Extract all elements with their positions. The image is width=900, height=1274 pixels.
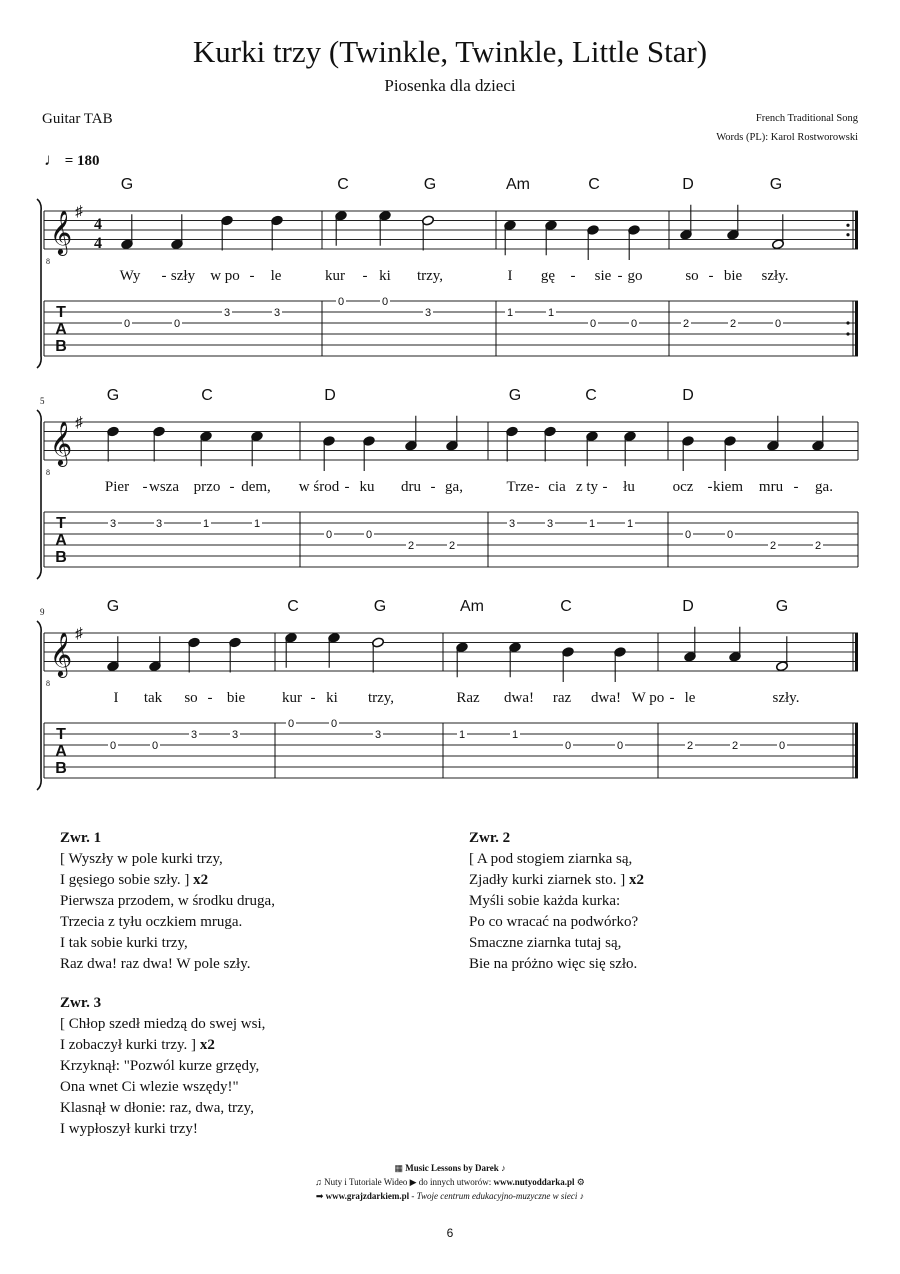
lyric-syllable: w po [210, 268, 240, 284]
treble-clef-icon: 𝄞 [49, 212, 73, 254]
tab-clef: B [55, 760, 67, 777]
chord-symbol: C [201, 387, 213, 404]
end-bar-thick [855, 723, 858, 778]
footer-tagline: - Twoje centrum edukacyjno-muzyczne w sieci [411, 1191, 578, 1201]
lyric-syllable: łu [623, 479, 635, 495]
footer-link-nuty[interactable]: www.nutyoddarka.pl [493, 1177, 575, 1187]
tab-fret-number: 3 [155, 518, 163, 530]
verse-1 [60, 828, 275, 975]
verse-line: Bie na próżno więc się szło. [469, 956, 638, 972]
chord-symbol: Am [460, 598, 484, 615]
sheet-icon: ▦ [394, 1163, 403, 1173]
chord-symbol: G [106, 598, 120, 615]
verse-line: Po co wracać na podwórko? [469, 914, 639, 930]
chord-symbol: G [373, 598, 387, 615]
tab-fret-number: 0 [151, 740, 159, 752]
tab-fret-number: 0 [381, 296, 389, 308]
tab-fret-number: 1 [253, 518, 261, 530]
credit-music: French Traditional Song [755, 113, 858, 124]
end-bar-thick [855, 301, 858, 356]
lyric-syllable: Trze [506, 479, 534, 495]
verse-line: [ Wyszły w pole kurki trzy, [60, 851, 223, 867]
lyric-syllable: - [707, 479, 713, 495]
tab-fret-number: 0 [778, 740, 786, 752]
tab-fret-number: 0 [684, 529, 692, 541]
lyric-syllable: kur [325, 268, 345, 284]
lyric-syllable: - [669, 690, 675, 706]
verse-line: Zjadły kurki ziarnek sto. ] x2 [469, 872, 644, 888]
tab-clef: T [56, 304, 66, 321]
lyric-syllable: - [602, 479, 608, 495]
lyric-syllable: - [249, 268, 255, 284]
tab-fret-number: 2 [686, 740, 694, 752]
measure-number: 9 [40, 607, 45, 617]
lyric-syllable: le [684, 690, 696, 706]
lyric-syllable: Wy [119, 268, 141, 284]
treble-clef-icon: 𝄞 [49, 634, 73, 676]
chord-symbol: G [775, 598, 789, 615]
tab-clef: T [56, 726, 66, 743]
lyric-syllable: mru [758, 479, 784, 495]
lyric-syllable: bie [723, 268, 743, 284]
chord-symbol: G [508, 387, 522, 404]
footer [0, 1161, 900, 1203]
lyric-syllable: kur [282, 690, 302, 706]
tab-fret-number: 0 [564, 740, 572, 752]
tab-fret-number: 0 [365, 529, 373, 541]
tab-fret-number: 3 [546, 518, 554, 530]
treble-clef-icon: 𝄞 [49, 423, 73, 465]
gear-icon: ⚙ [576, 1177, 585, 1187]
lyric-syllable: cia [548, 479, 566, 495]
tab-fret-number: 3 [190, 729, 198, 741]
lyric-syllable: W po [631, 690, 665, 706]
verse-2 [469, 828, 644, 975]
tab-fret-number: 1 [626, 518, 634, 530]
quarter-note-icon: ♩ [44, 150, 61, 169]
lyric-syllable: - [617, 268, 623, 284]
lyric-syllable: - [708, 268, 714, 284]
tab-fret-number: 0 [330, 718, 338, 730]
tab-fret-number: 2 [729, 318, 737, 330]
end-bar-thick [855, 633, 858, 671]
tab-fret-number: 2 [682, 318, 690, 330]
verse-line: I wypłoszył kurki trzy! [60, 1121, 198, 1137]
lyric-syllable: dwa! [504, 690, 534, 706]
end-bar-thick [855, 211, 858, 249]
tab-fret-number: 1 [506, 307, 514, 319]
lyric-syllable: dru [401, 479, 421, 495]
tab-fret-number: 3 [223, 307, 231, 319]
tab-fret-number: 0 [589, 318, 597, 330]
key-sharp-icon: ♯ [75, 626, 83, 642]
lyric-syllable: - [207, 690, 213, 706]
tab-fret-number: 0 [173, 318, 181, 330]
lyric-syllable: z ty [575, 479, 599, 495]
tab-fret-number: 1 [588, 518, 596, 530]
footer-link-graj[interactable]: www.grajzdarkiem.pl [325, 1191, 410, 1201]
tab-fret-number: 1 [202, 518, 210, 530]
guitar-icon: ♪ [579, 1191, 585, 1201]
measure-number: 5 [40, 396, 45, 406]
lyric-syllable: - [344, 479, 350, 495]
lyric-syllable: - [310, 690, 316, 706]
lyric-syllable: ki [326, 690, 338, 706]
lyric-syllable: przo [193, 479, 221, 495]
repeat-dot [846, 224, 849, 227]
tab-fret-number: 0 [325, 529, 333, 541]
music-note-icon: ♪ [501, 1163, 506, 1173]
lyric-syllable: gę [540, 268, 556, 284]
verse-line: Klasnął w dłonie: raz, dwa, trzy, [60, 1100, 254, 1116]
system-bracket [37, 621, 41, 790]
clef-octave-mark: 8 [46, 257, 50, 266]
lyric-syllable: tak [143, 690, 163, 706]
tab-fret-number: 3 [374, 729, 382, 741]
verse-line: Smaczne ziarnka tutaj są, [469, 935, 622, 951]
tab-fret-number: 3 [231, 729, 239, 741]
chord-symbol: G [106, 387, 120, 404]
chord-symbol: C [287, 598, 299, 615]
lyric-syllable: szły. [761, 268, 789, 284]
credit-words: Words (PL): Karol Rostworowski [716, 132, 858, 143]
tab-fret-number: 2 [407, 540, 415, 552]
page-title: Kurki trzy (Twinkle, Twinkle, Little Star) [192, 34, 708, 69]
page-number: 6 [446, 1226, 454, 1240]
chord-symbol: C [560, 598, 572, 615]
verse-line: Trzecia z tyłu oczkiem mruga. [60, 914, 243, 930]
tab-fret-number: 3 [273, 307, 281, 319]
clef-octave-mark: 8 [46, 468, 50, 477]
lyric-syllable: le [270, 268, 282, 284]
system-bracket [37, 410, 41, 579]
lyric-syllable: - [534, 479, 540, 495]
lyric-syllable: I [507, 268, 513, 284]
video-icon: ▶ [409, 1177, 417, 1187]
lyric-syllable: dwa! [591, 690, 621, 706]
tab-fret-number: 0 [287, 718, 295, 730]
arrow-icon: ➡ [315, 1191, 324, 1201]
lyric-syllable: ku [359, 479, 375, 495]
tab-fret-number: 0 [774, 318, 782, 330]
lyric-syllable: bie [226, 690, 246, 706]
verse-3 [60, 993, 265, 1140]
tab-fret-number: 1 [458, 729, 466, 741]
tab-fret-number: 3 [424, 307, 432, 319]
lyric-syllable: ga, [445, 479, 463, 495]
key-sharp-icon: ♯ [75, 415, 83, 431]
system-bracket [37, 199, 41, 368]
chord-symbol: D [682, 176, 694, 193]
tab-clef: B [55, 338, 67, 355]
lyric-syllable: go [627, 268, 643, 284]
verse-line: I gęsiego sobie szły. ] x2 [60, 872, 209, 888]
lyric-syllable: ocz [672, 479, 694, 495]
verse-line: [ A pod stogiem ziarnka są, [469, 851, 633, 867]
tab-fret-number: 1 [547, 307, 555, 319]
verse-line: Raz dwa! raz dwa! W pole szły. [60, 956, 251, 972]
tab-fret-number: 2 [769, 540, 777, 552]
lyric-syllable: ga. [815, 479, 833, 495]
verse-line: Pierwsza przodem, w środku druga, [60, 893, 275, 909]
tab-fret-number: 3 [508, 518, 516, 530]
verse-heading: Zwr. 3 [60, 995, 102, 1011]
tab-fret-number: 2 [814, 540, 822, 552]
chord-symbol: C [337, 176, 349, 193]
lyric-syllable: raz [552, 690, 572, 706]
chord-symbol: Am [506, 176, 530, 193]
verse-line: [ Chłop szedł miedzą do swej wsi, [60, 1016, 266, 1032]
tab-clef: T [56, 515, 66, 532]
repeat-dot [846, 321, 849, 324]
lyric-syllable: so [184, 690, 198, 706]
clef-octave-mark: 8 [46, 679, 50, 688]
verse-line: Ona wnet Ci wlezie wszędy!" [60, 1079, 239, 1095]
chord-symbol: D [682, 598, 694, 615]
tab-fret-number: 0 [337, 296, 345, 308]
lyric-syllable: wsza [149, 479, 179, 495]
verse-line: I zobaczył kurki trzy. ] x2 [60, 1037, 215, 1053]
chord-symbol: D [324, 387, 336, 404]
key-sharp-icon: ♯ [75, 204, 83, 220]
lyric-syllable: szły [170, 268, 196, 284]
chord-symbol: C [588, 176, 600, 193]
time-signature: 4 [94, 235, 102, 252]
chord-symbol: D [682, 387, 694, 404]
lyric-syllable: ki [379, 268, 391, 284]
instrument-label: Guitar TAB [42, 111, 113, 127]
tab-fret-number: 0 [726, 529, 734, 541]
tab-fret-number: 0 [616, 740, 624, 752]
chord-symbol: G [769, 176, 783, 193]
tempo-value: = 180 [64, 153, 100, 169]
repeat-dot [846, 332, 849, 335]
tab-fret-number: 2 [448, 540, 456, 552]
tab-fret-number: 2 [731, 740, 739, 752]
lyric-syllable: szły. [772, 690, 800, 706]
tab-clef: B [55, 549, 67, 566]
repeat-dot [846, 233, 849, 236]
tab-fret-number: 1 [511, 729, 519, 741]
page-subtitle: Piosenka dla dzieci [384, 76, 516, 95]
lyric-syllable: - [142, 479, 148, 495]
footer-text: do innych utworów: [418, 1177, 492, 1187]
lyric-syllable: - [430, 479, 436, 495]
lyric-syllable: dem, [241, 479, 271, 495]
tab-fret-number: 0 [630, 318, 638, 330]
tab-clef: A [55, 532, 67, 549]
lyric-syllable: trzy, [367, 690, 395, 706]
lyric-syllable: - [570, 268, 576, 284]
verse-line: I tak sobie kurki trzy, [60, 935, 188, 951]
tab-fret-number: 3 [109, 518, 117, 530]
lyric-syllable: Raz [456, 690, 480, 706]
lyric-syllable: w środ [298, 479, 340, 495]
tab-fret-number: 0 [123, 318, 131, 330]
lyric-syllable: - [229, 479, 235, 495]
chord-symbol: G [423, 176, 437, 193]
lyric-syllable: Pier [104, 479, 130, 495]
tab-fret-number: 0 [109, 740, 117, 752]
lyric-syllable: so [685, 268, 699, 284]
time-signature: 4 [94, 216, 102, 233]
lyric-syllable: - [161, 268, 167, 284]
tab-clef: A [55, 743, 67, 760]
lyric-syllable: I [113, 690, 119, 706]
verse-line: Myśli sobie każda kurka: [469, 893, 621, 909]
lyric-syllable: sie [594, 268, 612, 284]
footer-text: Nuty i Tutoriale Wideo [324, 1177, 408, 1187]
chord-symbol: C [585, 387, 597, 404]
chord-symbol: G [120, 176, 134, 193]
verse-line: Krzyknął: "Pozwól kurze grzędy, [60, 1058, 260, 1074]
lyric-syllable: kiem [713, 479, 743, 495]
lyric-syllable: trzy, [416, 268, 444, 284]
lyric-syllable: - [793, 479, 799, 495]
verse-heading: Zwr. 2 [469, 830, 511, 846]
verse-heading: Zwr. 1 [60, 830, 102, 846]
footer-brand: Music Lessons by Darek [405, 1163, 499, 1173]
tab-clef: A [55, 321, 67, 338]
notes-icon: ♫ [315, 1177, 322, 1187]
lyric-syllable: - [362, 268, 368, 284]
